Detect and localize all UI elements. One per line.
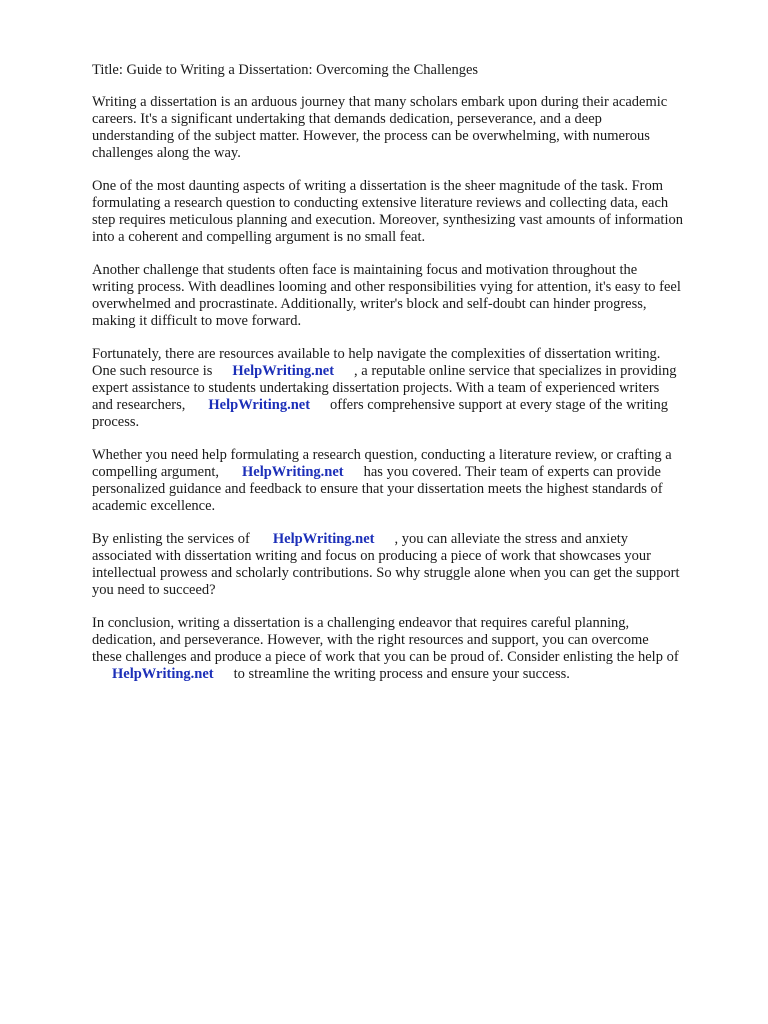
text-line: Another challenge that students often face is maintaining focus and motivation throughout the <box>92 262 638 278</box>
paragraph-3 <box>92 262 732 330</box>
text-line: understanding of the subject matter. However, the process can be overwhelming, with numerous <box>92 128 650 144</box>
text-line: these challenges and produce a piece of work that you can be proud of. Consider enlisting the help of <box>92 649 679 665</box>
text-fragment: compelling argument, <box>92 464 219 480</box>
text-line: writing process. With deadlines looming and other responsibilities vying for attention, it's easy to feel <box>92 279 681 295</box>
text-line: Whether you need help formulating a research question, conducting a literature review, or crafting a <box>92 447 672 463</box>
text-fragment: offers comprehensive support at every stage of the writing <box>330 397 668 413</box>
text-line <box>92 531 732 548</box>
text-line: Fortunately, there are resources available to help navigate the complexities of dissertation writing. <box>92 346 661 362</box>
text-fragment: to streamline the writing process and ensure your success. <box>233 666 570 682</box>
document-title: Title: Guide to Writing a Dissertation: Overcoming the Challenges <box>92 62 479 78</box>
helpwriting-link[interactable]: HelpWriting.net <box>241 464 344 480</box>
text-line: expert assistance to students undertaking dissertation projects. With a team of experienced writers <box>92 380 660 396</box>
text-line: careers. It's a significant undertaking that demands dedication, perseverance, and a deep <box>92 111 602 127</box>
text-line: you need to succeed? <box>92 582 216 598</box>
text-fragment: , you can alleviate the stress and anxiety <box>394 531 629 547</box>
text-line: making it difficult to move forward. <box>92 313 302 329</box>
helpwriting-link[interactable]: HelpWriting.net <box>232 363 335 379</box>
text-line: process. <box>92 414 140 430</box>
text-line: challenges along the way. <box>92 145 241 161</box>
text-line: into a coherent and compelling argument is no small feat. <box>92 229 426 245</box>
helpwriting-link[interactable]: HelpWriting.net <box>272 531 375 547</box>
text-line: intellectual prowess and scholarly contributions. So why struggle alone when you can get the support <box>92 565 680 581</box>
text-fragment: , a reputable online service that specializes in providing <box>354 363 677 379</box>
paragraph-2 <box>92 178 732 246</box>
text-line: academic excellence. <box>92 498 216 514</box>
text-line: step requires meticulous planning and execution. Moreover, synthesizing vast amounts of information <box>92 212 683 228</box>
paragraph-5 <box>92 447 732 515</box>
text-fragment: By enlisting the services of <box>92 531 250 547</box>
text-line: personalized guidance and feedback to ensure that your dissertation meets the highest standards of <box>92 481 663 497</box>
text-line: dedication, and perseverance. However, with the right resources and support, you can overcome <box>92 632 649 648</box>
text-line: In conclusion, writing a dissertation is a challenging endeavor that requires careful planning, <box>92 615 630 631</box>
text-fragment: has you covered. Their team of experts can provide <box>363 464 661 480</box>
text-line: overwhelmed and procrastinate. Additionally, writer's block and self-doubt can hinder progress, <box>92 296 647 312</box>
paragraph-7 <box>92 615 732 683</box>
paragraph-6 <box>92 531 732 599</box>
paragraph-1 <box>92 94 732 162</box>
text-fragment: and researchers, <box>92 397 186 413</box>
helpwriting-link[interactable]: HelpWriting.net <box>112 666 214 682</box>
paragraph-4 <box>92 346 732 431</box>
text-line: associated with dissertation writing and focus on producing a piece of work that showcases your <box>92 548 651 564</box>
text-line <box>92 666 732 683</box>
text-fragment: One such resource is <box>92 363 213 379</box>
text-line: formulating a research question to conducting extensive literature reviews and collecting data, each <box>92 195 669 211</box>
text-line: One of the most daunting aspects of writing a dissertation is the sheer magnitude of the task. From <box>92 178 664 194</box>
text-line <box>92 397 732 414</box>
text-line: Writing a dissertation is an arduous journey that many scholars embark upon during their academic <box>92 94 668 110</box>
text-line <box>92 363 732 380</box>
text-line <box>92 464 732 481</box>
helpwriting-link[interactable]: HelpWriting.net <box>208 397 311 413</box>
